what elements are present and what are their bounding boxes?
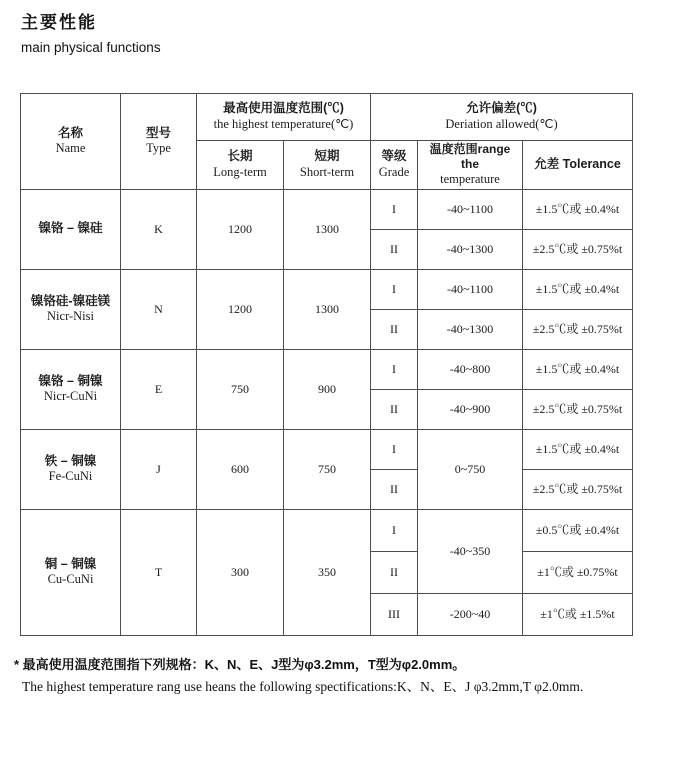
table-row bbox=[21, 429, 633, 469]
cell-tolerance: ±2.5℃或 ±0.75%t bbox=[523, 469, 633, 509]
cell-grade: II bbox=[371, 389, 418, 429]
cell-tolerance: ±1℃或 ±0.75%t bbox=[523, 551, 633, 593]
header-name bbox=[21, 94, 121, 190]
table-row bbox=[21, 349, 633, 389]
cell-long-term: 300 bbox=[197, 509, 284, 635]
cell-tolerance: ±2.5℃或 ±0.75%t bbox=[523, 389, 633, 429]
cell-type: N bbox=[121, 269, 197, 349]
cell-temp-range: -40~800 bbox=[418, 349, 523, 389]
cell-temp-range: -200~40 bbox=[418, 593, 523, 635]
page-header bbox=[21, 8, 161, 55]
header-type-en: Type bbox=[146, 141, 171, 156]
header-type bbox=[121, 94, 197, 190]
header-temp-range-line2: temperature bbox=[440, 172, 500, 186]
header-tolerance bbox=[523, 141, 633, 190]
cell-tolerance: ±1℃或 ±1.5%t bbox=[523, 593, 633, 635]
cell-type: J bbox=[121, 429, 197, 509]
cell-name bbox=[21, 349, 121, 429]
cell-tolerance: ±1.5℃或 ±0.4%t bbox=[523, 349, 633, 389]
cell-long-term: 1200 bbox=[197, 189, 284, 269]
cell-tolerance: ±1.5℃或 ±0.4%t bbox=[523, 269, 633, 309]
header-grade-zh: 等级 bbox=[381, 149, 407, 164]
footnote-zh: * 最高使用温度范围指下列规格：K、N、E、J型为φ3.2mm，T型为φ2.0mm。 bbox=[14, 657, 466, 672]
cell-short-term: 900 bbox=[284, 349, 371, 429]
header-tolerance-label: 允差 Tolerance bbox=[534, 157, 621, 171]
cell-short-term: 750 bbox=[284, 429, 371, 509]
performance-table bbox=[20, 93, 633, 636]
header-short-term-zh: 短期 bbox=[314, 149, 340, 164]
cell-long-term: 600 bbox=[197, 429, 284, 509]
cell-name bbox=[21, 269, 121, 349]
header-temp-range-line1: 温度范围range the bbox=[429, 142, 511, 171]
table-row bbox=[21, 189, 633, 229]
table-row bbox=[21, 509, 633, 551]
cell-short-term: 350 bbox=[284, 509, 371, 635]
cell-tolerance: ±1.5℃或 ±0.4%t bbox=[523, 189, 633, 229]
header-grade bbox=[371, 141, 418, 190]
name-en: Cu-CuNi bbox=[47, 572, 94, 587]
cell-temp-range: 0~750 bbox=[418, 429, 523, 509]
table-row bbox=[21, 269, 633, 309]
header-row-1 bbox=[21, 94, 633, 141]
header-name-en: Name bbox=[55, 141, 86, 156]
name-zh: 镍铬 – 铜镍 bbox=[38, 373, 103, 388]
page-title-zh: 主要性能 bbox=[21, 13, 97, 32]
cell-type: E bbox=[121, 349, 197, 429]
name-zh: 铁 – 铜镍 bbox=[44, 453, 97, 468]
header-long-term-en: Long-term bbox=[213, 164, 267, 179]
cell-type: K bbox=[121, 189, 197, 269]
cell-grade: I bbox=[371, 509, 418, 551]
header-max-temp-group bbox=[197, 94, 371, 141]
header-long-term-zh: 长期 bbox=[227, 149, 253, 164]
cell-grade: I bbox=[371, 269, 418, 309]
cell-temp-range: -40~900 bbox=[418, 389, 523, 429]
cell-temp-range: -40~1300 bbox=[418, 309, 523, 349]
cell-grade: I bbox=[371, 349, 418, 389]
cell-name bbox=[21, 509, 121, 635]
header-deviation-zh: 允许偏差(℃) bbox=[466, 101, 537, 116]
cell-tolerance: ±2.5℃或 ±0.75%t bbox=[523, 309, 633, 349]
header-temp-range bbox=[418, 141, 523, 190]
cell-tolerance: ±2.5℃或 ±0.75%t bbox=[523, 229, 633, 269]
name-zh: 镍铬 – 镍硅 bbox=[38, 221, 103, 236]
header-short-term bbox=[284, 141, 371, 190]
cell-long-term: 750 bbox=[197, 349, 284, 429]
header-type-zh: 型号 bbox=[145, 125, 171, 140]
header-max-temp-zh: 最高使用温度范围(℃) bbox=[223, 101, 344, 116]
cell-grade: III bbox=[371, 593, 418, 635]
header-grade-en: Grade bbox=[378, 164, 410, 179]
header-deviation-en: Deriation allowed(℃) bbox=[445, 117, 558, 131]
cell-tolerance: ±1.5℃或 ±0.4%t bbox=[523, 429, 633, 469]
cell-temp-range: -40~1300 bbox=[418, 229, 523, 269]
header-max-temp-en: the highest temperature(℃) bbox=[213, 117, 354, 131]
name-zh: 铜 – 铜镍 bbox=[44, 556, 97, 571]
cell-grade: II bbox=[371, 229, 418, 269]
cell-short-term: 1300 bbox=[284, 269, 371, 349]
cell-long-term: 1200 bbox=[197, 269, 284, 349]
cell-temp-range: -40~1100 bbox=[418, 189, 523, 229]
cell-grade: II bbox=[371, 551, 418, 593]
header-name-zh: 名称 bbox=[57, 125, 83, 140]
cell-tolerance: ±0.5℃或 ±0.4%t bbox=[523, 509, 633, 551]
cell-name bbox=[21, 429, 121, 509]
cell-temp-range: -40~350 bbox=[418, 509, 523, 593]
name-en: Nicr-Nisi bbox=[47, 309, 94, 324]
header-short-term-en: Short-term bbox=[299, 164, 355, 179]
header-deviation-group bbox=[371, 94, 633, 141]
cell-type: T bbox=[121, 509, 197, 635]
cell-grade: II bbox=[371, 309, 418, 349]
name-zh: 镍铬硅-镍硅镁 bbox=[30, 293, 111, 308]
header-long-term bbox=[197, 141, 284, 190]
name-en: Nicr-CuNi bbox=[43, 389, 98, 404]
cell-name bbox=[21, 189, 121, 269]
cell-grade: I bbox=[371, 189, 418, 229]
page-title-en: main physical functions bbox=[21, 40, 161, 55]
cell-short-term: 1300 bbox=[284, 189, 371, 269]
cell-temp-range: -40~1100 bbox=[418, 269, 523, 309]
name-en: Fe-CuNi bbox=[48, 469, 93, 484]
cell-grade: I bbox=[371, 429, 418, 469]
footnote bbox=[14, 654, 664, 695]
footnote-en: The highest temperature rang use heans the following spectifications:K、N、E、J φ3.2mm,T φ2.0mm. bbox=[22, 679, 584, 694]
cell-grade: II bbox=[371, 469, 418, 509]
